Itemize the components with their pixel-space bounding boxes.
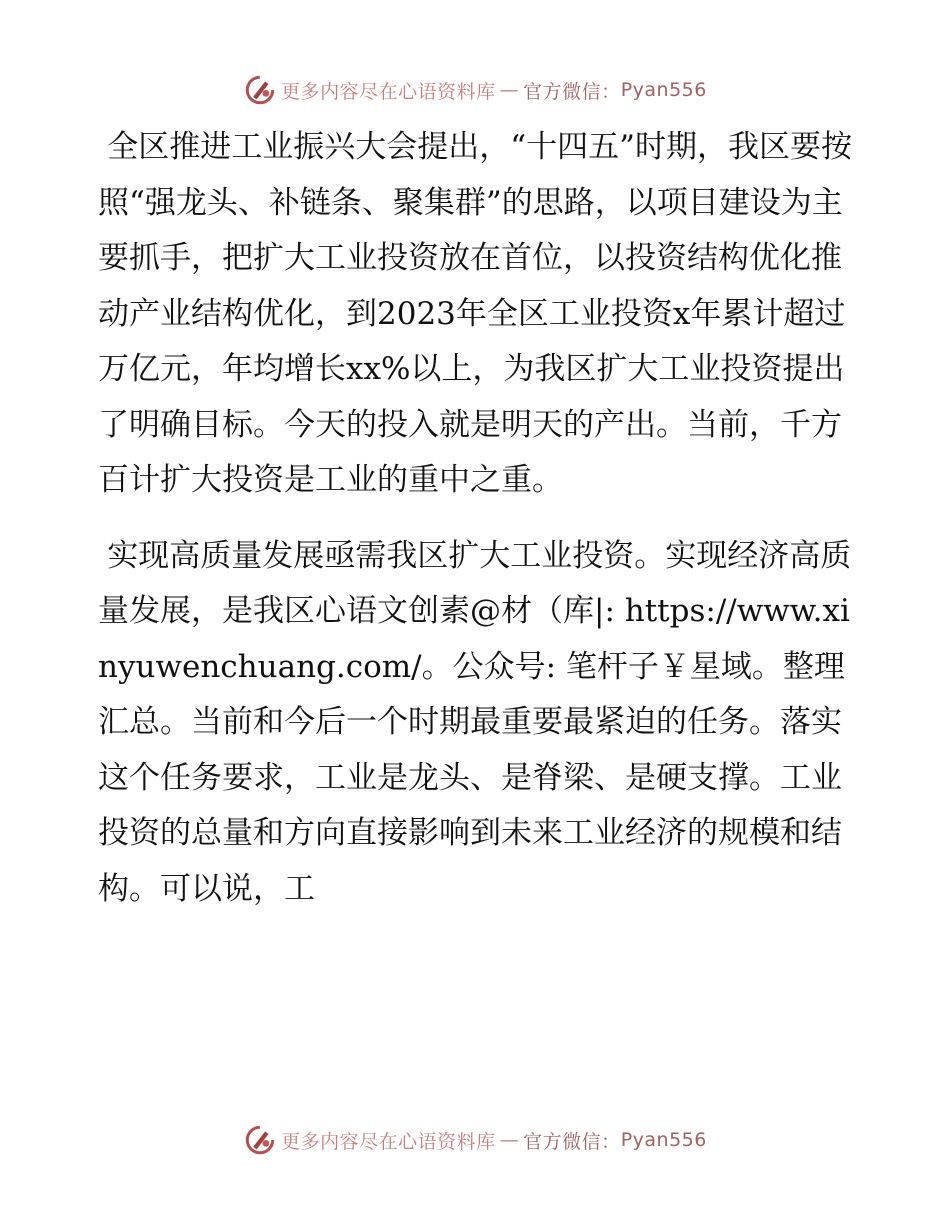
- brush-circle-logo-icon: [243, 1123, 277, 1157]
- document-body: [98, 120, 858, 917]
- footer-separator: —: [499, 1129, 520, 1151]
- footer-banner: [0, 1120, 950, 1160]
- paragraph-1: 全区推进工业振兴大会提出，“十四五”时期，我区要按照“强龙头、补链条、聚集群”的思路，以项目建设为主要抓手，把扩大工业投资放在首位，以投资结构优化推动产业结构优化，到2023年全区工业投资x年累计超过万亿元，年均增长xx%以上，为我区扩大工业投资提出了明确目标。今天的投入就是明天的产出。当前，千方百计扩大投资是工业的重中之重。: [98, 129, 852, 498]
- brush-circle-logo-icon: [243, 73, 277, 107]
- header-banner: [0, 70, 950, 110]
- header-separator: —: [499, 79, 520, 101]
- footer-wechat-label: 官方微信：: [523, 1130, 621, 1153]
- footer-site-text: 更多内容尽在心语资料库: [281, 1130, 496, 1153]
- header-site-text: 更多内容尽在心语资料库: [281, 80, 496, 103]
- header-wechat-id: Pyan556: [620, 79, 707, 101]
- header-wechat-label: 官方微信：: [523, 80, 621, 103]
- paragraph-2: 实现高质量发展亟需我区扩大工业投资。实现经济高质量发展，是我区心语文创素@材（库|: https://www.xinyuwenchuang.com/。公众号: 笔杆子￥星域。整理汇总。当前和今后一个时期最重要最紧迫的任务。落实这个任务要求，工业是龙头、是脊梁、是硬支撑。工业投资的总量和方向直接影响到未来工业经济的规模和结构。可以说，工: [98, 537, 852, 907]
- footer-wechat-id: Pyan556: [620, 1129, 707, 1151]
